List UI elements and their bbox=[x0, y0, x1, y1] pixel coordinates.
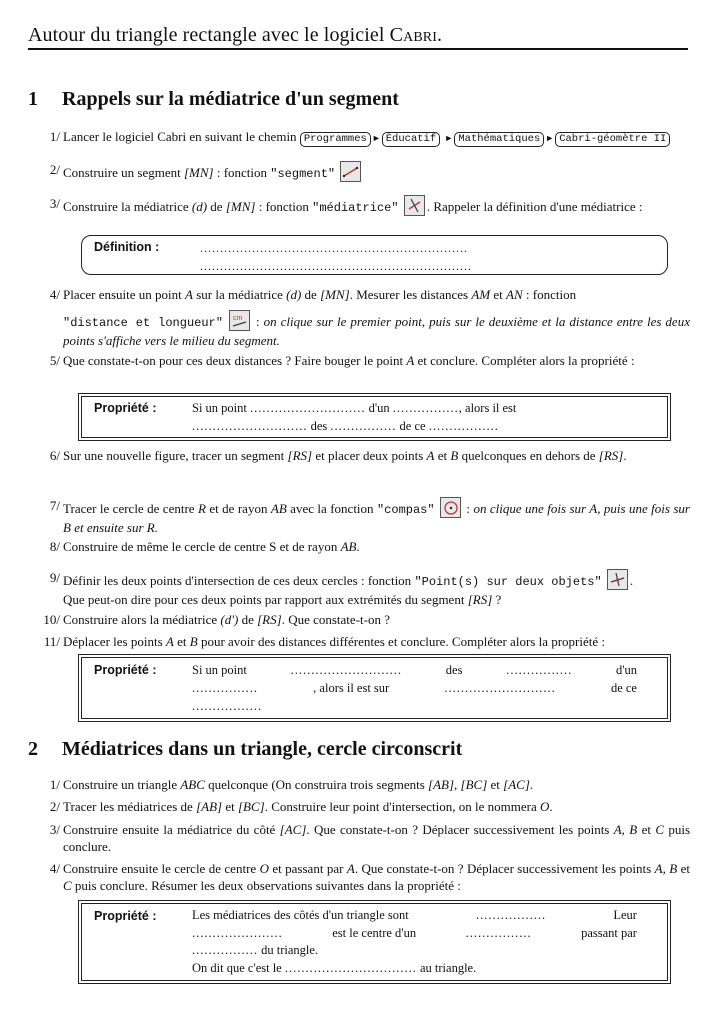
list-item-continuation: "distance et longueur" cm : on clique sur le premier point, puis sur le deuxième et la distance entre les deux points s'affiche vers le milieu du segment. bbox=[28, 310, 690, 349]
list-item: 10/ Construire alors la médiatrice (d') de [RS]. Que constate-t-on ? bbox=[43, 612, 390, 627]
svg-text:cm: cm bbox=[232, 315, 243, 322]
distance-tool-icon bbox=[229, 310, 250, 331]
list-item: 2/ Tracer les médiatrices de [AB] et [BC]. Construire leur point d'intersection, on le nommera O. bbox=[49, 799, 553, 814]
segment-tool-icon bbox=[340, 161, 361, 182]
list-item: 2/ Construire un segment [MN] : fonction "segment" bbox=[28, 161, 690, 183]
list-item: 3/ Construire la médiatrice (d) de [MN] : fonction "médiatrice" . Rappeler la définition d'une médiatrice : bbox=[49, 196, 643, 215]
property-box-3: Propriété : Les médiatrices des côtés d'un triangle sont ................. Leur ...................... est le centre d'un ................ passant par ................ du triangle. On dit que c'est le ................................ au triangle. bbox=[81, 903, 668, 981]
list-item: 8/ Construire de même le cercle de centre S et de rayon AB. bbox=[49, 539, 360, 554]
menu-path-item: Programmes bbox=[300, 132, 371, 147]
property-box-1: Propriété : Si un point ............................ d'un ................, alors il est ............................ des ................ de ce ................. bbox=[81, 396, 668, 438]
section-2-heading: 2 Médiatrices dans un triangle, cercle circonscrit bbox=[28, 738, 463, 760]
menu-path-item: Cabri-géomètre II bbox=[555, 132, 670, 147]
menu-path-item: Mathématiques bbox=[454, 132, 544, 147]
list-item: 4/ Construire ensuite le cercle de centre O et passant par A. Que constate-t-on ? Déplacer successivement les points A, B et C puis conclure. Résumer les deux observations suivantes dans la propriété : bbox=[49, 861, 690, 893]
document-title: Autour du triangle rectangle avec le logiciel Cabri. bbox=[28, 24, 443, 46]
list-item: 1/ Construire un triangle ABC quelconque (On construira trois segments [AB], [BC] et [AC]. bbox=[49, 777, 534, 792]
compass-tool-icon bbox=[440, 497, 461, 518]
intersection-tool-icon bbox=[607, 569, 628, 590]
section-1-heading: 1 Rappels sur la médiatrice d'un segment bbox=[28, 88, 399, 110]
perpendicular-bisector-tool-icon bbox=[404, 195, 425, 216]
list-item: 4/ Placer ensuite un point A sur la médiatrice (d) de [MN]. Mesurer les distances AM et AN : fonction bbox=[49, 287, 577, 302]
menu-path-item: Éducatif bbox=[382, 132, 440, 147]
list-item: 1/ Lancer le logiciel Cabri en suivant le chemin Programmes ► Éducatif ► Mathématiques ► Cabri-géomètre II bbox=[28, 128, 690, 147]
list-item: 7/ Tracer le cercle de centre R et de rayon AB avec la fonction "compas" : on clique une fois sur A, puis une fois sur B et ensuite sur R. bbox=[49, 498, 690, 535]
definition-box: Définition : ................................................................... .................................................................... bbox=[81, 235, 668, 275]
title-rule bbox=[28, 48, 688, 50]
list-item: 3/ Construire ensuite la médiatrice du côté [AC]. Que constate-t-on ? Déplacer successivement les points A, B et C puis conclure. bbox=[49, 822, 691, 854]
list-item: 9/ Définir les deux points d'intersection de ces deux cercles : fonction "Point(s) sur deux objets" . Que peut-on dire pour ces deux points par rapport aux extrémités du segment [RS] ? bbox=[49, 570, 634, 607]
property-box-2: Propriété : Si un point ........................... des ................ d'un ................ , alors il est sur ........................... de ce ................. bbox=[81, 657, 668, 719]
list-item: 11/ Déplacer les points A et B pour avoir des distances différentes et conclure. Compléter alors la propriété : bbox=[43, 634, 605, 649]
list-item: 5/ Que constate-t-on pour ces deux distances ? Faire bouger le point A et conclure. Compléter alors la propriété : bbox=[49, 353, 635, 368]
list-item: 6/ Sur une nouvelle figure, tracer un segment [RS] et placer deux points A et B quelconques en dehors de [RS]. bbox=[49, 448, 627, 463]
